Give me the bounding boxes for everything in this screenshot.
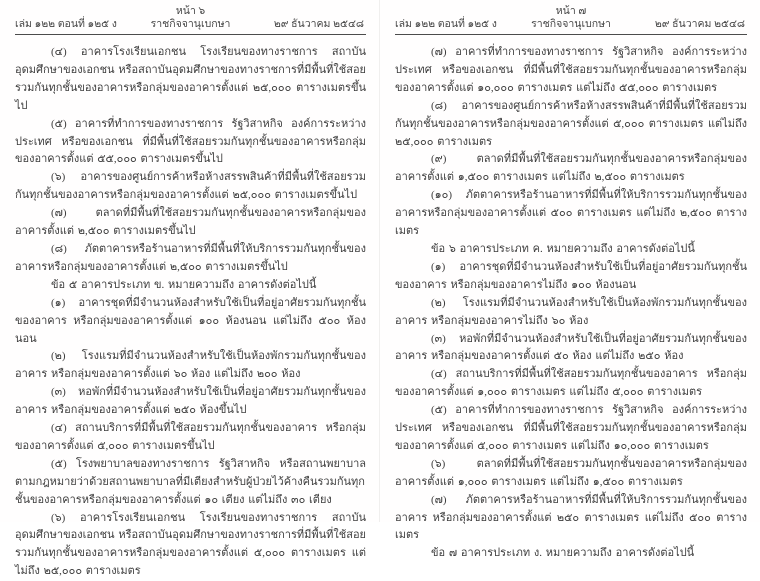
paragraph: (๔) อาคารโรงเรียนเอกชน โรงเรียนของทางราชการ สถาบันอุดมศึกษาของเอกชน หรือสถาบันอุดมศึกษาของทางราชการที่มีพื้นที่ใช้สอยรวมกันทุกชั้นของอาคารหรือกลุ่มของอาคารตั้งแต่ ๒๕,๐๐๐ ตารางเมตรขึ้นไป — [15, 46, 366, 112]
edition-label: เล่ม ๑๒๒ ตอนที่ ๑๒๕ ง — [395, 19, 497, 30]
page-header — [15, 5, 366, 31]
gazette-title: ราชกิจจานุเบกษา — [150, 19, 231, 30]
paragraph: (๕) อาคารที่ทำการของทางราชการ รัฐวิสาหกิจ องค์การระหว่างประเทศ หรือของเอกชน ที่มีพื้นที่ใช้สอยรวมกันทุกชั้นของอาคารหรือกลุ่มของอาคารตั้งแต่ ๕,๐๐๐ ตารางเมตร แต่ไม่ถึง ๑๐,๐๐๐ ตารางเมตร — [395, 404, 747, 452]
paragraph: (๘) อาคารของศูนย์การค้าหรือห้างสรรพสินค้าที่มีพื้นที่ใช้สอยรวมกันทุกชั้นของอาคารหรือกลุ่มของอาคารตั้งแต่ ๕,๐๐๐ ตารางเมตร แต่ไม่ถึง ๒๕,๐๐๐ ตารางเมตร — [395, 99, 747, 148]
paragraph: ข้อ ๕ อาคารประเภท ข. หมายความถึง อาคารดังต่อไปนี้ — [51, 278, 317, 291]
gazette-title: ราชกิจจานุเบกษา — [531, 19, 611, 30]
paragraph: (๑๐) ภัตตาคารหรือร้านอาหารที่มีพื้นที่ให้บริการรวมกันทุกชั้นของอาคารหรือกลุ่มของอาคารตั้งแต่ ๕๐๐ ตารางเมตร แต่ไม่ถึง ๒,๕๐๐ ตารางเมตร — [395, 189, 747, 238]
paragraph: (๕) โรงพยาบาลของทางราชการ รัฐวิสาหกิจ หรือสถานพยาบาล ตามกฎหมายว่าด้วยสถานพยาบาลที่มีเตียงสำหรับผู้ป่วยไว้ค้างคืนรวมกันทุกชั้นของอาคารหรือกลุ่มของอาคารตั้งแต่ ๑๐ เตียง แต่ไม่ถึง ๓๐ เตียง — [15, 457, 366, 506]
paragraph: (๓) หอพักที่มีจำนวนห้องสำหรับใช้เป็นที่อยู่อาศัยรวมกันทุกชั้นของอาคาร หรือกลุ่มของอาคารตั้งแต่ ๒๕๐ ห้องขึ้นไป — [15, 386, 366, 417]
page-number-label: หน้า ๗ — [555, 6, 587, 17]
paragraph: (๗) ภัตตาคารหรือร้านอาหารที่มีพื้นที่ให้บริการรวมกันทุกชั้นของอาคาร หรือกลุ่มของอาคารตั้งแต่ ๒๕๐ ตารางเมตร แต่ไม่ถึง ๕๐๐ ตารางเมตร — [395, 493, 747, 542]
paragraph: (๔) สถานบริการที่มีพื้นที่ใช้สอยรวมกันทุกชั้นของอาคาร หรือกลุ่มของอาคารตั้งแต่ ๕,๐๐๐ ตารางเมตรขึ้นไป — [15, 422, 366, 452]
edition-label: เล่ม ๑๒๒ ตอนที่ ๑๒๕ ง — [15, 19, 117, 30]
page-body — [395, 35, 747, 563]
paragraph: ข้อ ๖ อาคารประเภท ค. หมายความถึง อาคารดังต่อไปนี้ — [431, 242, 695, 255]
page-number-label: หน้า ๖ — [175, 6, 206, 17]
date-label: ๒๙ ธันวาคม ๒๕๔๘ — [273, 19, 364, 30]
paragraph: (๖) ตลาดที่มีพื้นที่ใช้สอยรวมกันทุกชั้นของอาคารหรือกลุ่มของอาคารตั้งแต่ ๑,๐๐๐ ตารางเมตร แต่ไม่ถึง ๑,๕๐๐ ตารางเมตร — [395, 457, 747, 488]
paragraph: (๗) อาคารที่ทำการของทางราชการ รัฐวิสาหกิจ องค์การระหว่างประเทศ หรือของเอกชน ที่มีพื้นที่ใช้สอยรวมกันทุกชั้นของอาคารหรือกลุ่มของอาคารตั้งแต่ ๑๐,๐๐๐ ตารางเมตร แต่ไม่ถึง ๕๕,๐๐๐ ตารางเมตร — [395, 46, 747, 94]
page-header — [395, 5, 747, 31]
paragraph: (๔) สถานบริการที่มีพื้นที่ใช้สอยรวมกันทุกชั้นของอาคาร หรือกลุ่มของอาคารตั้งแต่ ๑,๐๐๐ ตารางเมตร แต่ไม่ถึง ๕,๐๐๐ ตารางเมตร — [395, 368, 747, 399]
paragraph: (๖) อาคารของศูนย์การค้าหรือห้างสรรพสินค้าที่มีพื้นที่ใช้สอยรวมกันทุกชั้นของอาคารหรือกลุ่มของอาคารตั้งแต่ ๒๕,๐๐๐ ตารางเมตรขึ้นไป — [15, 171, 366, 202]
date-label: ๒๙ ธันวาคม ๒๕๔๘ — [654, 19, 745, 30]
paragraph: (๖) อาคารโรงเรียนเอกชน โรงเรียนของทางราชการ สถาบันอุดมศึกษาของเอกชน หรือสถาบันอุดมศึกษาของทางราชการที่มีพื้นที่ใช้สอยรวมกันทุกชั้นของอาคารหรือกลุ่มของอาคารตั้งแต่ ๕,๐๐๐ ตารางเมตร แต่ไม่ถึง ๒๕,๐๐๐ ตารางเมตร — [15, 511, 366, 578]
paragraph: (๓) หอพักที่มีจำนวนห้องสำหรับใช้เป็นที่อยู่อาศัยรวมกันทุกชั้นของอาคาร หรือกลุ่มของอาคารตั้งแต่ ๕๐ ห้อง แต่ไม่ถึง ๒๕๐ ห้อง — [395, 332, 747, 363]
paragraph: (๒) โรงแรมที่มีจำนวนห้องสำหรับใช้เป็นห้องพักรวมกันทุกชั้นของอาคาร หรือกลุ่มของอาคารตั้งแต่ ๖๐ ห้อง แต่ไม่ถึง ๒๐๐ ห้อง — [15, 350, 366, 381]
gazette-page-7 — [380, 0, 760, 560]
page-body — [15, 35, 366, 581]
paragraph: (๗) ตลาดที่มีพื้นที่ใช้สอยรวมกันทุกชั้นของอาคารหรือกลุ่มของอาคารตั้งแต่ ๒,๕๐๐ ตารางเมตรขึ้นไป — [15, 207, 366, 238]
gazette-page-6 — [0, 0, 380, 578]
paragraph: ข้อ ๗ อาคารประเภท ง. หมายความถึง อาคารดังต่อไปนี้ — [431, 547, 695, 560]
paragraph: (๑) อาคารชุดที่มีจำนวนห้องสำหรับใช้เป็นที่อยู่อาศัยรวมกันทุกชั้นของอาคาร หรือกลุ่มของอาคารไม่ถึง ๑๐๐ ห้องนอน — [395, 260, 747, 291]
paragraph: (๕) อาคารที่ทำการของทางราชการ รัฐวิสาหกิจ องค์การระหว่างประเทศ หรือของเอกชน ที่มีพื้นที่ใช้สอยรวมกันทุกชั้นของอาคารหรือกลุ่มของอาคารตั้งแต่ ๕๕,๐๐๐ ตารางเมตรขึ้นไป — [15, 117, 366, 166]
paragraph: (๘) ภัตตาคารหรือร้านอาหารที่มีพื้นที่ให้บริการรวมกันทุกชั้นของอาคารหรือกลุ่มของอาคารตั้งแต่ ๒,๕๐๐ ตารางเมตรขึ้นไป — [15, 242, 366, 273]
paragraph: (๙) ตลาดที่มีพื้นที่ใช้สอยรวมกันทุกชั้นของอาคารหรือกลุ่มของอาคารตั้งแต่ ๑,๕๐๐ ตารางเมตร แต่ไม่ถึง ๒,๕๐๐ ตารางเมตร — [395, 153, 747, 184]
paragraph: (๑) อาคารชุดที่มีจำนวนห้องสำหรับใช้เป็นที่อยู่อาศัยรวมกันทุกชั้นของอาคาร หรือกลุ่มของอาคารตั้งแต่ ๑๐๐ ห้องนอน แต่ไม่ถึง ๕๐๐ ห้องนอน — [15, 296, 366, 345]
paragraph: (๒) โรงแรมที่มีจำนวนห้องสำหรับใช้เป็นห้องพักรวมกันทุกชั้นของอาคาร หรือกลุ่มของอาคารไม่ถึง ๖๐ ห้อง — [395, 296, 747, 327]
